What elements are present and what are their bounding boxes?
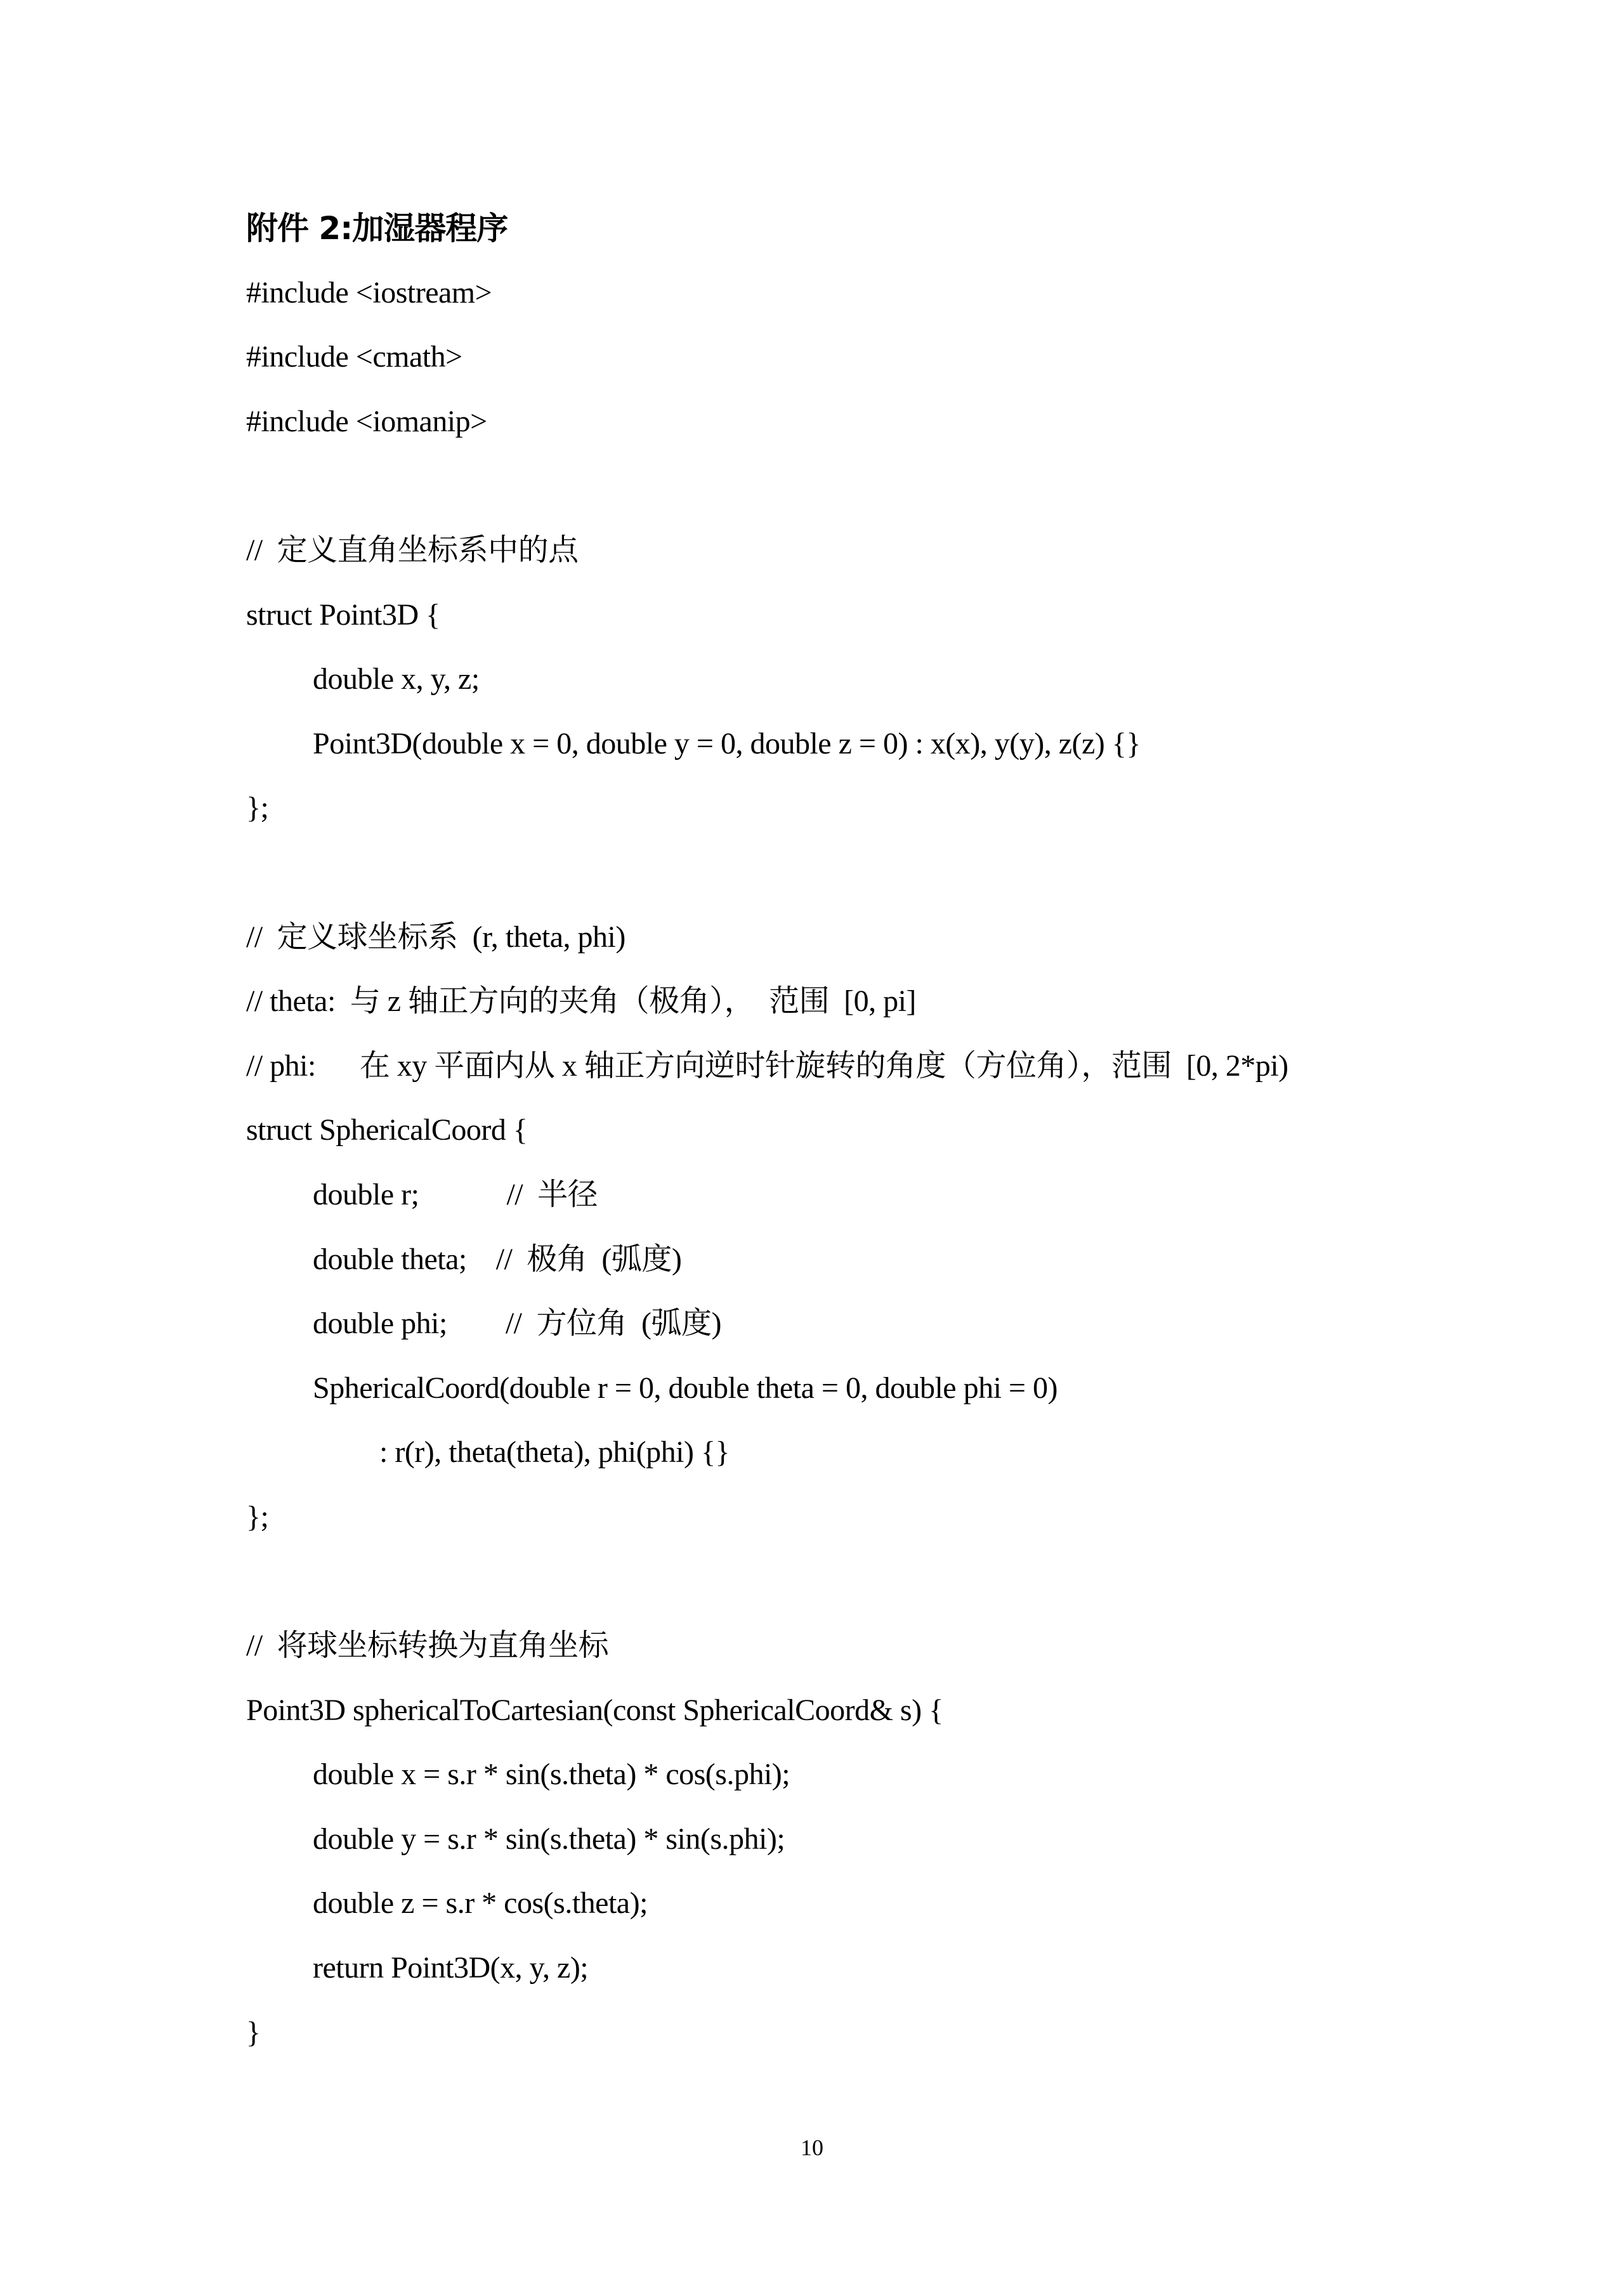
code-line: double z = s.r * cos(s.theta);: [313, 1886, 648, 1921]
code-line: SphericalCoord(double r = 0, double theta = 0, double phi = 0): [313, 1371, 1058, 1405]
code-line: #include <iomanip>: [246, 404, 487, 438]
blank-line: [246, 459, 1515, 524]
code-comment: // phi: 在 xy 平面内从 x 轴正方向逆时针旋转的角度（方位角），范围 [0, 2*pi): [246, 1048, 1288, 1083]
code-line: double x, y, z;: [313, 662, 480, 696]
code-line: struct Point3D {: [246, 597, 440, 632]
code-line: Point3D(double x = 0, double y = 0, double z = 0) : x(x), y(y), z(z) {}: [313, 726, 1141, 760]
appendix-title: 附件 2:加湿器程序: [246, 210, 508, 247]
code-line: struct SphericalCoord {: [246, 1113, 528, 1147]
code-comment: // 定义球坐标系 (r, theta, phi): [246, 920, 625, 954]
code-line: };: [246, 1499, 269, 1534]
code-line: double phi; // 方位角 (弧度): [313, 1307, 721, 1341]
code-listing: [246, 202, 1515, 2070]
code-line: #include <iostream>: [246, 275, 492, 310]
blank-line: [246, 1555, 1515, 1619]
code-line: #include <cmath>: [246, 340, 462, 374]
code-line: double r; // 半径: [313, 1177, 598, 1211]
code-line: Point3D sphericalToCartesian(const SphericalCoord& s) {: [246, 1693, 943, 1727]
page-number: 10: [801, 2135, 823, 2160]
code-comment: // theta: 与 z 轴正方向的夹角（极角）， 范围 [0, pi]: [246, 984, 916, 1019]
code-comment: // 将球坐标转换为直角坐标: [246, 1629, 609, 1663]
code-line: double theta; // 极角 (弧度): [313, 1242, 682, 1276]
code-line: : r(r), theta(theta), phi(phi) {}: [379, 1435, 730, 1470]
blank-line: [246, 846, 1515, 911]
code-line: double y = s.r * sin(s.theta) * sin(s.phi);: [313, 1822, 785, 1856]
code-line: return Point3D(x, y, z);: [313, 1951, 589, 1985]
code-line: };: [246, 791, 269, 825]
code-comment: // 定义直角坐标系中的点: [246, 533, 579, 567]
code-line: }: [246, 2015, 261, 2049]
code-line: double x = s.r * sin(s.theta) * cos(s.phi);: [313, 1758, 790, 1792]
